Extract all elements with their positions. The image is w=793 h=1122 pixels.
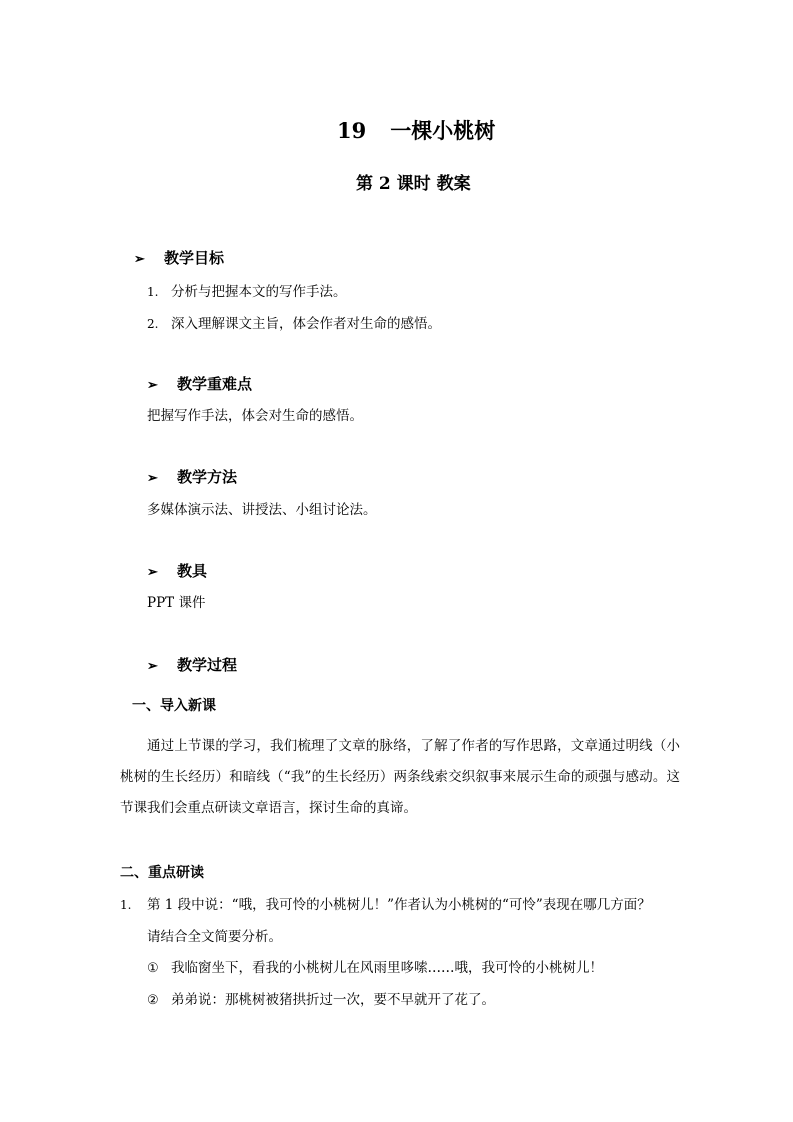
- part1-paragraph: 通过上节课的学习，我们梳理了文章的脉络，了解了作者的写作思路，文章通过明线（小桃树的生长经历）和暗线（“我”的生长经历）两条线索交织叙事来展示生命的顽强与感动。这节课我们会重点研读文章语言，探讨生命的真谛。: [120, 738, 680, 816]
- arrow-bullet-icon: ➢: [147, 378, 158, 393]
- keypoints-text: 把握写作手法，体会对生命的感悟。: [147, 408, 363, 424]
- answer-item: ② 弟弟说：那桃树被猪拱折过一次，要不早就开了花了。: [147, 992, 495, 1008]
- tools-text: PPT 课件: [147, 595, 206, 611]
- circled-number: ①: [147, 961, 159, 976]
- lesson-title: 一棵小桃树: [390, 118, 496, 143]
- process-heading: ➢ 教学过程: [147, 656, 238, 674]
- question-line: 1. 第 1 段中说：“哦，我可怜的小桃树儿！”作者认为小桃树的“可怜”表现在哪几方面？: [120, 897, 651, 913]
- list-item: 1. 分析与把握本文的写作手法。: [147, 284, 347, 300]
- question-line: 请结合全文简要分析。: [147, 929, 282, 945]
- part1-heading: 一、导入新课: [132, 698, 216, 714]
- tools-heading: ➢ 教具: [147, 562, 208, 580]
- arrow-bullet-icon: ➢: [147, 565, 158, 580]
- lesson-number: 19: [337, 118, 367, 143]
- arrow-bullet-icon: ➢: [147, 471, 158, 486]
- page-subtitle: 第 2 课时 教案: [356, 174, 471, 194]
- methods-heading: ➢ 教学方法: [147, 468, 238, 486]
- part2-heading: 二、重点研读: [120, 865, 204, 881]
- goals-heading: ➢ 教学目标: [134, 249, 225, 267]
- answer-item: ① 我临窗坐下，看我的小桃树儿在风雨里哆嗦……哦，我可怜的小桃树儿！: [147, 960, 603, 976]
- arrow-bullet-icon: ➢: [147, 659, 158, 674]
- methods-text: 多媒体演示法、讲授法、小组讨论法。: [147, 502, 377, 518]
- page-title: [337, 115, 495, 145]
- circled-number: ②: [147, 993, 159, 1008]
- list-item: 2. 深入理解课文主旨，体会作者对生命的感悟。: [147, 316, 441, 332]
- arrow-bullet-icon: ➢: [134, 252, 145, 267]
- keypoints-heading: ➢ 教学重难点: [147, 375, 253, 393]
